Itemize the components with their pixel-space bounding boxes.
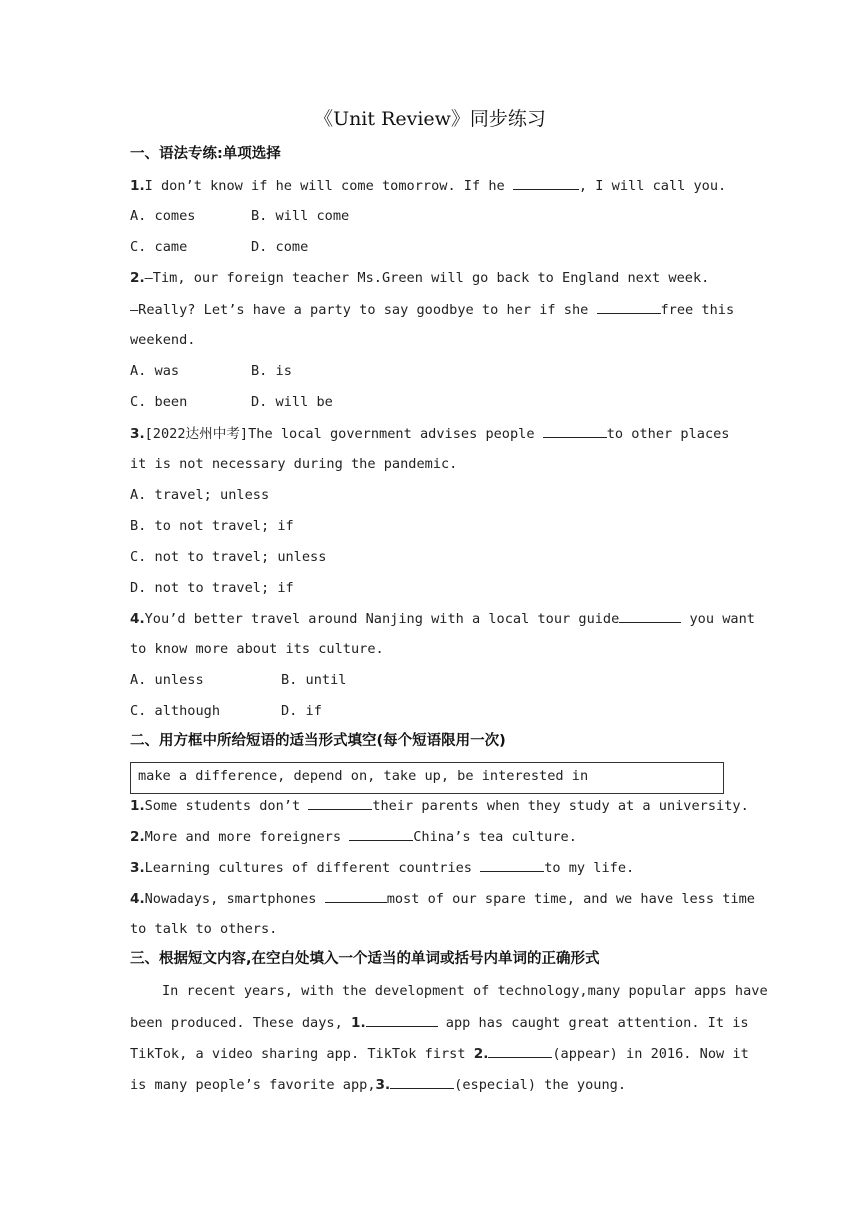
passage-line-1: In recent years, with the development of technology,many popular apps have	[162, 983, 768, 999]
question-1-1: 1.I don’t know if he will come tomorrow. If he , I will call you.	[130, 178, 727, 194]
passage-line-3: TikTok, a video sharing app. TikTok first 2. (appear) in 2016. Now it	[130, 1046, 749, 1062]
section2-heading: 二、用方框中所给短语的适当形式填空(每个短语限用一次)	[130, 733, 506, 749]
answer-blank[interactable]	[480, 858, 544, 872]
question-2-2: 2.More and more foreigners China’s tea culture.	[130, 829, 577, 845]
question-1-2-line2: —Really? Let’s have a party to say goodbye to her if she free this	[130, 302, 735, 318]
option-c[interactable]: C. came	[130, 239, 188, 255]
option-a[interactable]: A. travel; unless	[130, 487, 270, 503]
option-d[interactable]: D. if	[281, 703, 322, 719]
option-d[interactable]: D. will be	[251, 394, 333, 410]
option-c[interactable]: C. been	[130, 394, 188, 410]
phrase-box	[130, 762, 724, 794]
option-a[interactable]: A. unless	[130, 672, 204, 688]
option-b[interactable]: B. will come	[251, 208, 350, 224]
section1-heading: 一、语法专练:单项选择	[130, 146, 281, 162]
option-b[interactable]: B. until	[281, 672, 347, 688]
option-b[interactable]: B. is	[251, 363, 292, 379]
passage-line-2: been produced. These days, 1. app has caught great attention. It is	[130, 1015, 749, 1031]
answer-blank[interactable]	[543, 424, 607, 438]
answer-blank[interactable]	[349, 827, 413, 841]
question-1-3-line2: it is not necessary during the pandemic.	[130, 456, 458, 472]
option-c[interactable]: C. although	[130, 703, 221, 719]
answer-blank[interactable]	[488, 1044, 552, 1058]
question-1-2-line3: weekend.	[130, 332, 196, 348]
question-1-3: 3.[2022达州中考]The local government advises people to other places	[130, 426, 730, 442]
answer-blank[interactable]	[619, 609, 681, 623]
question-1-2: 2.—Tim, our foreign teacher Ms.Green will go back to England next week.	[130, 270, 710, 286]
question-1-4: 4.You’d better travel around Nanjing with a local tour guide you want	[130, 611, 755, 627]
answer-blank[interactable]	[308, 796, 372, 810]
answer-blank[interactable]	[390, 1075, 454, 1089]
page-title: 《Unit Review》同步练习	[314, 108, 546, 130]
answer-blank[interactable]	[597, 300, 661, 314]
option-c[interactable]: C. not to travel; unless	[130, 549, 327, 565]
option-d[interactable]: D. not to travel; if	[130, 580, 294, 596]
option-a[interactable]: A. was	[130, 363, 180, 379]
question-2-4-line2: to talk to others.	[130, 921, 278, 937]
phrase-list: make a difference, depend on, take up, be interested in	[138, 768, 589, 784]
question-2-3: 3.Learning cultures of different countries to my life.	[130, 860, 635, 876]
option-a[interactable]: A. comes	[130, 208, 196, 224]
answer-blank[interactable]	[325, 889, 387, 903]
question-1-4-line2: to know more about its culture.	[130, 641, 384, 657]
answer-blank[interactable]	[366, 1013, 438, 1027]
section3-heading: 三、根据短文内容,在空白处填入一个适当的单词或括号内单词的正确形式	[130, 951, 600, 967]
question-2-1: 1.Some students don’t their parents when they study at a university.	[130, 798, 749, 814]
passage-line-4: is many people’s favorite app,3. (especial) the young.	[130, 1077, 627, 1093]
option-b[interactable]: B. to not travel; if	[130, 518, 294, 534]
answer-blank[interactable]	[513, 176, 579, 190]
option-d[interactable]: D. come	[251, 239, 309, 255]
question-2-4: 4.Nowadays, smartphones most of our spare time, and we have less time	[130, 891, 755, 907]
